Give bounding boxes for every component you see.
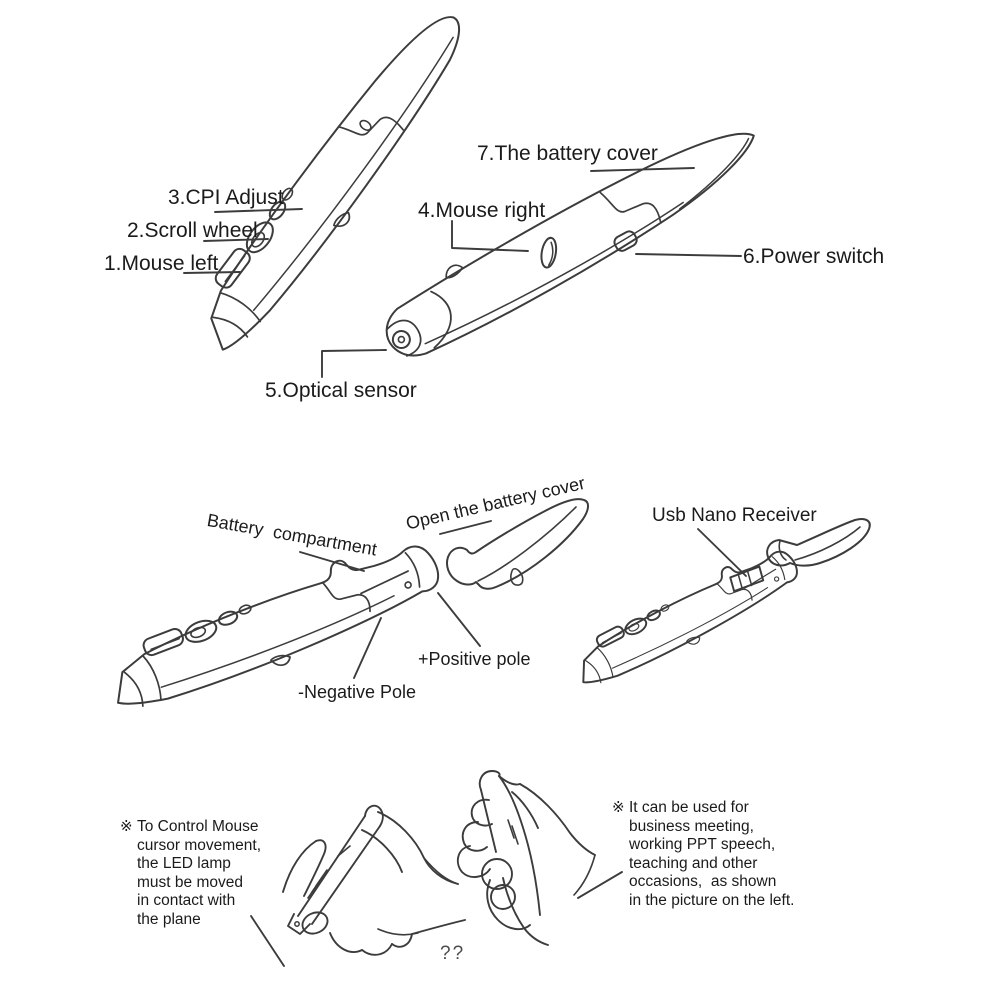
leader-usb-receiver [698, 529, 746, 576]
label-positive-pole: +Positive pole [418, 649, 531, 669]
note-line: in contact with [137, 892, 236, 909]
label-battery-cover: 7.The battery cover [477, 142, 658, 165]
note-line: business meeting, [629, 817, 754, 835]
pen-top-view [183, 0, 485, 363]
note-line: the LED lamp [137, 855, 231, 872]
note-line: teaching and other [629, 854, 758, 872]
leader-negative-pole [354, 618, 381, 678]
left-hand-illustration [283, 806, 465, 955]
leader-positive-pole [438, 593, 480, 646]
note-line: the plane [137, 910, 201, 928]
page-caption: ?? [440, 943, 466, 964]
label-negative-pole: -Negative Pole [298, 682, 417, 702]
label-usb-nano-receiver: Usb Nano Receiver [652, 505, 817, 526]
label-open-battery-cover: Open the battery cover [404, 472, 587, 534]
note-line: must be moved [137, 873, 243, 891]
label-mouse-right: 4.Mouse right [418, 199, 546, 222]
note-line: in the picture on the left. [629, 891, 795, 909]
label-mouse-left: 1.Mouse left [104, 252, 219, 275]
note-line: It can be used for [629, 799, 749, 816]
note-line: cursor movement, [137, 836, 262, 854]
reference-mark: ※ [612, 799, 625, 816]
label-power-switch: 6.Power switch [743, 245, 885, 268]
leader-optical-sensor [322, 350, 386, 377]
label-optical-sensor: 5.Optical sensor [265, 379, 417, 402]
label-battery-compartment: Battery compartment [205, 510, 379, 560]
note-line: occasions, as shown [629, 873, 777, 890]
leader-power-switch [636, 254, 741, 256]
right-usage-note [612, 799, 839, 910]
left-usage-note [120, 818, 307, 929]
label-scroll-wheel: 2.Scroll wheel [127, 219, 258, 242]
label-cpi-adjust: 3.CPI Adjust [168, 186, 284, 209]
reference-mark: ※ [120, 818, 133, 835]
note-line: working PPT speech, [629, 836, 776, 853]
note-line: To Control Mouse [137, 818, 259, 835]
right-hand-illustration [458, 771, 595, 945]
